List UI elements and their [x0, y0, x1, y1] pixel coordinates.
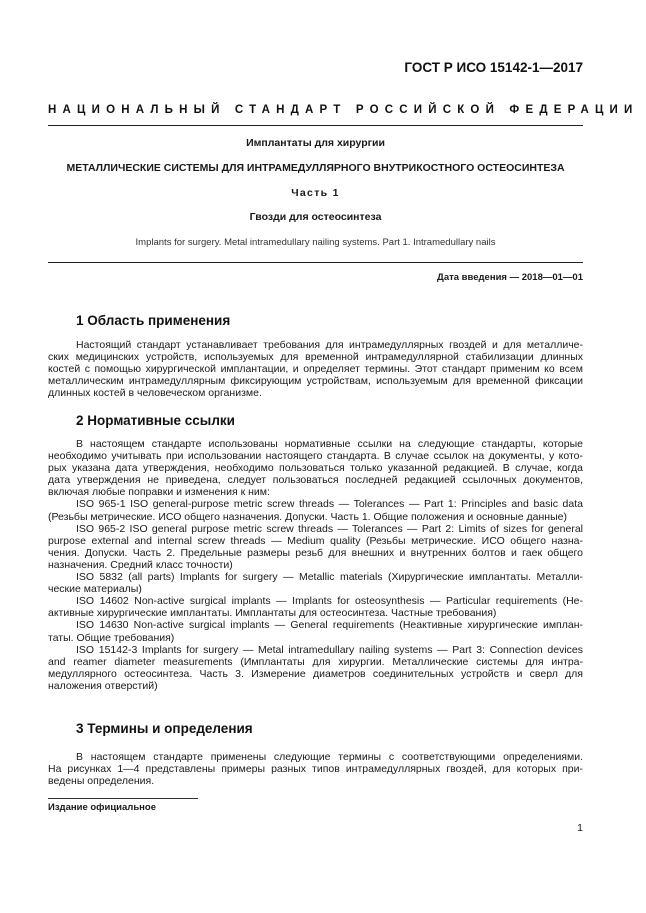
title-english: Implants for surgery. Metal intramedullary nailing systems. Part 1. Intramedullary nails: [135, 237, 496, 248]
section-2-line: таты. Общие требования): [48, 631, 175, 644]
section-2-body: [48, 438, 583, 692]
section-1-line: длинных костей в человеческом организме.: [48, 387, 262, 400]
section-1-line: металлическим интрамедуллярным фиксирующим устройствам, используемым для временной фиксации: [48, 375, 583, 388]
section-2-line: ISO 15142-3 Implants for surgery — Metal intramedullary nailing systems — Part 3: Connection devices: [76, 643, 583, 656]
section-1-line: костей с помощью хирургической имплантации, и определяет термины. Этот стандарт применим ко всем: [48, 363, 583, 376]
document-code: ГОСТ Р ИСО 15142-1—2017: [404, 60, 583, 75]
title-rule: [48, 262, 583, 263]
section-2-line: медуллярного остеосинтеза. Часть 3. Измерение диаметров соединительных устройств и сверл для: [48, 667, 583, 680]
section-2-line: ISO 5832 (all parts) Implants for surgery — Metallic materials (Хирургические имплантаты. Металли-: [76, 571, 583, 584]
edition-label: Издание официальное: [48, 802, 156, 813]
header-rule: [48, 125, 583, 126]
section-1-line: Настоящий стандарт устанавливает требования для интрамедуллярных гвоздей и для металличе-: [76, 339, 583, 351]
section-2-line: purpose external and internal screw threads — Medium quality (Резьбы метрические. ИСО общего назна-: [48, 534, 583, 547]
section-1-body: [48, 339, 583, 399]
section-2-line: чения. Допуски. Часть 2. Предельные размеры резьб для внешних и внутренних болтов и гаек общего: [48, 546, 583, 559]
section-3-body: [48, 751, 583, 787]
section-2-line: and reamer diameter measurements (Имплантаты для хирургии. Металлические системы для интра-: [48, 655, 583, 668]
section-2-line: дата утверждения не приведена, следует пользоваться последней редакцией ссылочных документов,: [48, 474, 583, 487]
title-main: МЕТАЛЛИЧЕСКИЕ СИСТЕМЫ ДЛЯ ИНТРАМЕДУЛЛЯРНОГО ВНУТРИКОСТНОГО ОСТЕОСИНТЕЗА: [66, 162, 565, 174]
section-2-line: (Резьбы метрические. ИСО общего назначения. Допуски. Часть 1. Общие положения и основные данные): [48, 510, 567, 523]
section-2-line: активные хирургические имплантаты. Имплантаты для остеосинтеза. Частные требования): [48, 607, 497, 620]
section-1-line: ских медицинских устройств, используемых для временной интрамедуллярной стабилизации длинных: [48, 351, 583, 364]
section-3-line: ведены определения.: [48, 775, 155, 788]
title-part: Часть 1: [291, 187, 340, 199]
section-2-line: назначения. Средний класс точности): [48, 558, 233, 571]
title-subtitle: Гвозди для остеосинтеза: [249, 211, 382, 223]
introduction-date: Дата введения — 2018—01—01: [437, 272, 583, 283]
title-group: Имплантаты для хирургии: [246, 137, 385, 149]
section-2-heading: 2 Нормативные ссылки: [76, 413, 235, 428]
section-2-line: ISO 14630 Non-active surgical implants — General requirements (Неактивные хирургические имплан-: [76, 619, 583, 632]
section-2-line: ческие материалы): [48, 583, 142, 596]
page-number: 1: [577, 822, 583, 834]
section-3-line: На рисунках 1—4 представлены примеры разных типов интрамедуллярных гвоздей, для которых при-: [48, 763, 583, 776]
section-2-line: включая любые поправки и изменения к ним:: [48, 486, 270, 499]
section-2-line: рых указана дата утверждения, необходимо пользоваться только указанной редакцией. В случае, когда: [48, 462, 583, 475]
section-1-heading: 1 Область применения: [76, 313, 231, 328]
section-3-heading: 3 Термины и определения: [76, 721, 253, 736]
section-2-line: ISO 14602 Non-active surgical implants — Implants for osteosynthesis — Particular requirements (Не-: [76, 595, 583, 608]
national-standard-banner: НАЦИОНАЛЬНЫЙ СТАНДАРТ РОССИЙСКОЙ ФЕДЕРАЦИИ: [48, 104, 639, 116]
section-2-line: ISO 965-1 ISO general-purpose metric screw threads — Tolerances — Part 1: Principles and basic data: [76, 498, 583, 511]
section-3-line: В настоящем стандарте применены следующие термины с соответствующими определениями.: [76, 751, 583, 763]
section-2-line: В настоящем стандарте использованы нормативные ссылки на следующие стандарты, которые: [76, 438, 583, 450]
section-2-line: ISO 965-2 ISO general purpose metric screw threads — Tolerances — Part 2: Limits of sizes for general: [76, 522, 583, 535]
section-2-line: наложения отверстий): [48, 679, 158, 692]
section-2-line: необходимо учитывать при использовании настоящего стандарта. В случае ссылок на документы, у кото-: [48, 450, 583, 463]
footer-rule: [48, 798, 198, 799]
